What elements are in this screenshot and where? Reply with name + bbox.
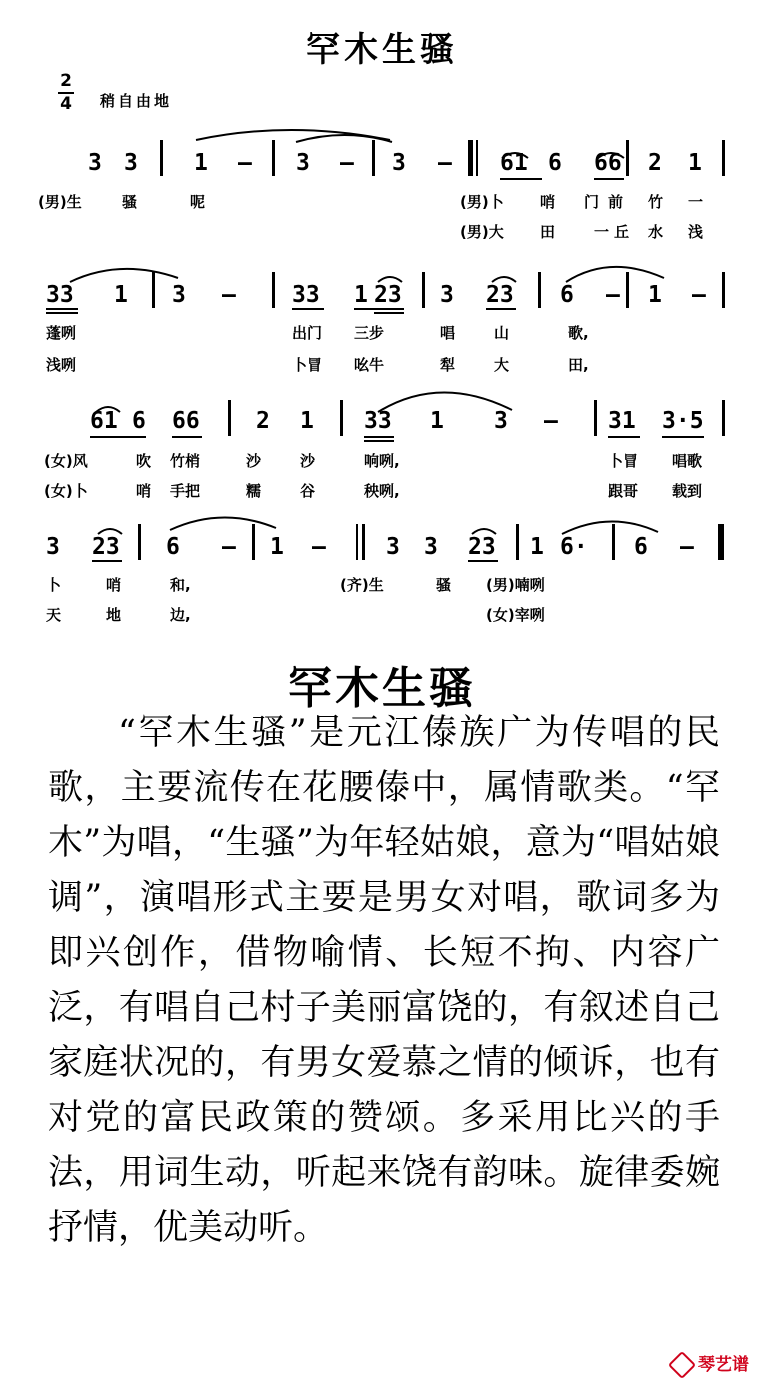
lyric: 唱 <box>440 324 456 342</box>
score-title: 罕木生骚 <box>306 30 458 70</box>
lyric: 歌, <box>568 324 589 342</box>
lyric: 犁 <box>440 356 456 374</box>
note: 6 <box>166 534 180 560</box>
note: – <box>680 534 694 560</box>
article-paragraph: “罕木生骚”是元江傣族广为传唱的民歌，主要流传在花腰傣中，属情歌类。“罕木”为唱，“生骚”为年轻姑娘，意为“唱姑娘调”，演唱形式主要是男女对唱，歌词多为即兴创作，借物喻情、长短不拘、内容广泛，有唱自己村子美丽富饶的，有叙述自己家庭状况的，有男女爱慕之情的倾诉，也有对党的富民政策的赞颂。多采用比兴的手法，用词生动，听起来饶有韵味。旋律委婉抒情，优美动听。 <box>48 713 720 1248</box>
note: 61 <box>500 150 528 176</box>
lyric: 竹 <box>648 193 664 211</box>
note: 3 <box>296 150 310 176</box>
note: 2 <box>256 408 270 434</box>
bar-lines <box>138 140 725 560</box>
lyric: (男)大 <box>460 223 504 241</box>
article-body <box>48 706 720 1256</box>
slurs <box>70 130 664 534</box>
note: 1 <box>354 282 368 308</box>
lyric: 哨 <box>136 482 152 500</box>
note: 1 <box>688 150 702 176</box>
note: 3 <box>424 534 438 560</box>
lyric: 边, <box>170 606 191 624</box>
note: 6 <box>548 150 562 176</box>
lyric: (齐)生 <box>340 576 384 594</box>
meter-top: 2 <box>60 71 72 91</box>
lyric: (男)喃咧 <box>486 576 545 594</box>
lyric: 一 <box>688 193 704 211</box>
note: 3 <box>88 150 102 176</box>
note: 3·5 <box>662 408 704 434</box>
lyric: (女)风 <box>44 452 88 470</box>
note: – <box>692 282 706 308</box>
lyric: 呢 <box>190 193 206 211</box>
lyric: 蓬咧 <box>46 324 77 342</box>
lyric: 门 <box>584 193 600 211</box>
lyric: (女)宰咧 <box>486 606 545 624</box>
lyric: 和, <box>170 576 191 594</box>
note: – <box>544 408 558 434</box>
note: 23 <box>92 534 120 560</box>
lyric: 唱歌 <box>672 452 703 470</box>
note: – <box>340 150 354 176</box>
tempo-marking: 稍自由地 <box>100 92 173 110</box>
lyric: 糯 <box>246 482 262 500</box>
note: 1 <box>648 282 662 308</box>
lyric: 浅咧 <box>46 356 77 374</box>
lyric: (男)卜 <box>460 193 504 211</box>
lyric: 哨 <box>106 576 122 594</box>
note: 66 <box>172 408 200 434</box>
meter-bottom: 4 <box>60 94 72 114</box>
lyric: 卜冒 <box>292 356 323 374</box>
note: 61 <box>90 408 118 434</box>
note: – <box>438 150 452 176</box>
note: 3 <box>392 150 406 176</box>
lyric: 卜冒 <box>608 452 639 470</box>
lyric: 大 <box>494 356 510 374</box>
note: 6 <box>634 534 648 560</box>
site-watermark <box>672 1350 749 1375</box>
note: 3 <box>494 408 508 434</box>
note: 3 <box>172 282 186 308</box>
lyric: 秧咧, <box>364 482 400 500</box>
lyric: 响咧, <box>364 452 400 470</box>
lyric: 山 <box>494 324 510 342</box>
note: – <box>606 282 620 308</box>
note: 23 <box>468 534 496 560</box>
lyric: 哨 <box>540 193 556 211</box>
lyric: 跟哥 <box>608 482 639 500</box>
lyric: 沙 <box>300 452 316 470</box>
lyric: 手把 <box>170 482 201 500</box>
lyric: 吹 <box>136 452 152 470</box>
note: 1 <box>430 408 444 434</box>
watermark-text: 琴艺谱 <box>698 1355 749 1375</box>
note: 1 <box>194 150 208 176</box>
note: 3 <box>124 150 138 176</box>
lyric: 水 <box>648 223 664 241</box>
lyric: 天 <box>46 606 62 624</box>
note: – <box>238 150 252 176</box>
lyric: 田 <box>540 223 556 241</box>
note: 33 <box>46 282 74 308</box>
note: 31 <box>608 408 636 434</box>
lyric: 载到 <box>672 482 703 500</box>
lyric: 浅 <box>688 223 704 241</box>
lyric: 前 <box>608 193 624 211</box>
lyric: 一 <box>594 223 610 241</box>
lyric: 丘 <box>614 223 630 241</box>
article-title: 罕木生骚 <box>288 663 476 714</box>
lyric: 卜 <box>46 576 62 594</box>
lyric: 出门 <box>292 324 323 342</box>
note: 33 <box>364 408 392 434</box>
lyric: 竹梢 <box>170 452 201 470</box>
logo-icon <box>668 1351 696 1379</box>
lyric: 沙 <box>246 452 262 470</box>
lyric: 地 <box>106 606 122 624</box>
lyric: 三步 <box>354 324 385 342</box>
notation-marks <box>0 0 764 640</box>
lyric: 吆牛 <box>354 356 385 374</box>
note: 1 <box>530 534 544 560</box>
note: – <box>222 282 236 308</box>
lyric: (女)卜 <box>44 482 88 500</box>
note: 6 <box>560 282 574 308</box>
note: 3 <box>46 534 60 560</box>
lyric: 谷 <box>300 482 316 500</box>
underlines <box>46 178 704 562</box>
note: 33 <box>292 282 320 308</box>
lyric: 骚 <box>122 193 138 211</box>
note: 3 <box>440 282 454 308</box>
note: – <box>222 534 236 560</box>
note: 3 <box>386 534 400 560</box>
note: 23 <box>486 282 514 308</box>
note: 6· <box>560 534 588 560</box>
note: 1 <box>270 534 284 560</box>
note: 23 <box>374 282 402 308</box>
note: – <box>312 534 326 560</box>
note: 2 <box>648 150 662 176</box>
lyric: 骚 <box>436 576 452 594</box>
note: 1 <box>114 282 128 308</box>
note: 66 <box>594 150 622 176</box>
note: 1 <box>300 408 314 434</box>
lyric: (男)生 <box>38 193 82 211</box>
lyric: 田, <box>568 356 589 374</box>
note: 6 <box>132 408 146 434</box>
